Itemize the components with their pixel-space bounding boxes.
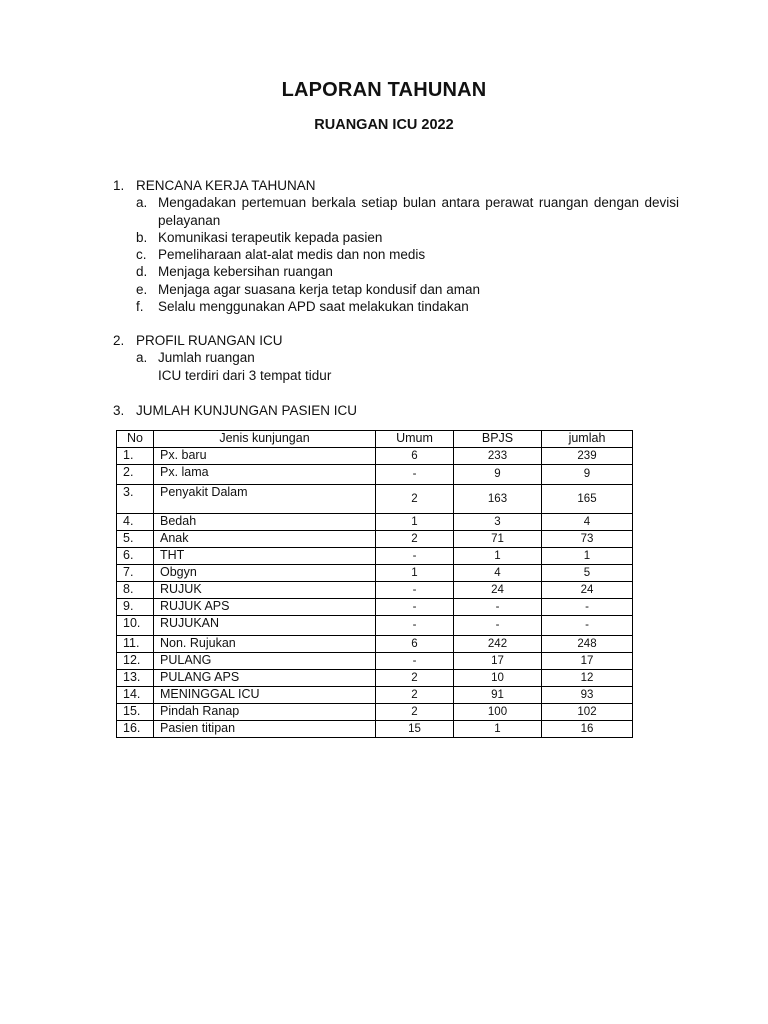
table-row — [117, 653, 633, 670]
table-row — [117, 582, 633, 599]
list-item-detail: ICU terdiri dari 3 tempat tidur — [158, 367, 332, 383]
list-item-letter: f. — [136, 299, 144, 315]
cell-jenis: RUJUKAN — [154, 616, 376, 636]
cell-umum: - — [376, 653, 454, 670]
cell-umum: 2 — [376, 670, 454, 687]
section-title: PROFIL RUANGAN ICU — [136, 333, 283, 348]
cell-umum: - — [376, 599, 454, 616]
table-row — [117, 670, 633, 687]
table-row — [117, 448, 633, 465]
cell-jenis: PULANG APS — [154, 670, 376, 687]
list-item-text: Menjaga kebersihan ruangan — [158, 264, 333, 280]
section-number: 3. — [113, 403, 125, 418]
table-row — [117, 704, 633, 721]
cell-jenis: RUJUK APS — [154, 599, 376, 616]
cell-bpjs: 17 — [454, 653, 542, 670]
table-row — [117, 616, 633, 636]
cell-jumlah: 102 — [542, 704, 633, 721]
cell-jumlah: 93 — [542, 687, 633, 704]
table-row — [117, 599, 633, 616]
cell-bpjs: 100 — [454, 704, 542, 721]
cell-umum: 2 — [376, 687, 454, 704]
cell-bpjs: - — [454, 616, 542, 636]
cell-jumlah: 12 — [542, 670, 633, 687]
list-item-text: Selalu menggunakan APD saat melakukan tindakan — [158, 299, 469, 315]
cell-bpjs: 10 — [454, 670, 542, 687]
cell-umum: 1 — [376, 514, 454, 531]
header-bpjs: BPJS — [454, 431, 542, 448]
table-header-row — [117, 431, 633, 448]
cell-jumlah: 24 — [542, 582, 633, 599]
cell-jumlah: - — [542, 599, 633, 616]
cell-umum: 2 — [376, 531, 454, 548]
cell-bpjs: 4 — [454, 565, 542, 582]
cell-no: 7. — [117, 565, 154, 582]
cell-umum: 6 — [376, 448, 454, 465]
table-row — [117, 548, 633, 565]
table-row — [117, 465, 633, 485]
list-item-letter: d. — [136, 264, 148, 280]
list-item — [113, 263, 679, 280]
cell-jumlah: 1 — [542, 548, 633, 565]
cell-jenis: Non. Rujukan — [154, 636, 376, 653]
cell-bpjs: 9 — [454, 465, 542, 485]
cell-no: 14. — [117, 687, 154, 704]
cell-jumlah: 17 — [542, 653, 633, 670]
section-rencana-kerja — [113, 177, 679, 315]
cell-jenis: Px. lama — [154, 465, 376, 485]
list-item — [113, 281, 679, 298]
section-heading — [113, 332, 679, 349]
cell-no: 6. — [117, 548, 154, 565]
cell-umum: 6 — [376, 636, 454, 653]
cell-bpjs: 91 — [454, 687, 542, 704]
cell-jumlah: 165 — [542, 485, 633, 514]
table-row — [117, 636, 633, 653]
cell-jenis: Pindah Ranap — [154, 704, 376, 721]
list-item-letter: a. — [136, 195, 148, 211]
cell-jenis: MENINGGAL ICU — [154, 687, 376, 704]
visits-table — [116, 430, 633, 738]
cell-no: 2. — [117, 465, 154, 485]
cell-no: 13. — [117, 670, 154, 687]
cell-no: 3. — [117, 485, 154, 514]
cell-no: 9. — [117, 599, 154, 616]
section-title: RENCANA KERJA TAHUNAN — [136, 178, 316, 193]
cell-umum: 2 — [376, 704, 454, 721]
list-item-text: Mengadakan pertemuan berkala setiap bulan antara perawat ruangan dengan devisi pelayanan — [158, 195, 679, 228]
cell-jenis: RUJUK — [154, 582, 376, 599]
cell-bpjs: 71 — [454, 531, 542, 548]
cell-no: 12. — [117, 653, 154, 670]
cell-umum: - — [376, 616, 454, 636]
list-item — [113, 349, 679, 366]
cell-umum: - — [376, 465, 454, 485]
cell-no: 8. — [117, 582, 154, 599]
report-subtitle: RUANGAN ICU 2022 — [314, 117, 454, 133]
cell-jumlah: 4 — [542, 514, 633, 531]
section-number: 1. — [113, 178, 125, 193]
cell-jumlah: - — [542, 616, 633, 636]
list-item-text: Menjaga agar suasana kerja tetap kondusif dan aman — [158, 281, 480, 297]
table-row — [117, 514, 633, 531]
table-row — [117, 565, 633, 582]
cell-bpjs: 1 — [454, 548, 542, 565]
cell-umum: 2 — [376, 485, 454, 514]
cell-jenis: Pasien titipan — [154, 721, 376, 738]
cell-jenis: Obgyn — [154, 565, 376, 582]
cell-jumlah: 73 — [542, 531, 633, 548]
list-item-letter: b. — [136, 229, 148, 245]
cell-bpjs: 242 — [454, 636, 542, 653]
cell-jenis: Px. baru — [154, 448, 376, 465]
cell-bpjs: 233 — [454, 448, 542, 465]
cell-umum: - — [376, 548, 454, 565]
cell-jenis: Penyakit Dalam — [154, 485, 376, 514]
table-row — [117, 687, 633, 704]
cell-jumlah: 16 — [542, 721, 633, 738]
section-profil-ruangan — [113, 332, 679, 384]
table-row — [117, 531, 633, 548]
cell-no: 11. — [117, 636, 154, 653]
cell-jumlah: 9 — [542, 465, 633, 485]
cell-jumlah: 248 — [542, 636, 633, 653]
list-item-text: Jumlah ruangan — [158, 350, 255, 366]
cell-bpjs: 163 — [454, 485, 542, 514]
cell-no: 10. — [117, 616, 154, 636]
cell-bpjs: 3 — [454, 514, 542, 531]
list-item-text: Pemeliharaan alat-alat medis dan non medis — [158, 247, 426, 263]
cell-jenis: Bedah — [154, 514, 376, 531]
list-item-letter: c. — [136, 247, 147, 263]
list-item — [113, 246, 679, 263]
cell-no: 1. — [117, 448, 154, 465]
cell-bpjs: - — [454, 599, 542, 616]
list-item — [113, 229, 679, 246]
list-item-letter: e. — [136, 281, 148, 297]
cell-bpjs: 24 — [454, 582, 542, 599]
cell-bpjs: 1 — [454, 721, 542, 738]
cell-umum: 15 — [376, 721, 454, 738]
cell-no: 15. — [117, 704, 154, 721]
cell-jenis: THT — [154, 548, 376, 565]
section-heading — [113, 177, 679, 194]
section-heading — [113, 402, 679, 419]
cell-jenis: Anak — [154, 531, 376, 548]
cell-jumlah: 5 — [542, 565, 633, 582]
table-row — [117, 721, 633, 738]
header-jenis-kunjungan: Jenis kunjungan — [154, 431, 376, 448]
cell-no: 5. — [117, 531, 154, 548]
header-umum: Umum — [376, 431, 454, 448]
section-title: JUMLAH KUNJUNGAN PASIEN ICU — [136, 403, 358, 418]
section-number: 2. — [113, 333, 125, 348]
list-item-text: Komunikasi terapeutik kepada pasien — [158, 229, 383, 245]
cell-jumlah: 239 — [542, 448, 633, 465]
cell-jenis: PULANG — [154, 653, 376, 670]
cell-umum: - — [376, 582, 454, 599]
section-jumlah-kunjungan — [113, 402, 679, 419]
list-item-letter: a. — [136, 350, 148, 366]
header-jumlah: jumlah — [542, 431, 633, 448]
list-item — [113, 298, 679, 315]
cell-no: 16. — [117, 721, 154, 738]
cell-no: 4. — [117, 514, 154, 531]
cell-umum: 1 — [376, 565, 454, 582]
table-row — [117, 485, 633, 514]
list-item — [113, 194, 679, 229]
header-no: No — [117, 431, 154, 448]
report-title: LAPORAN TAHUNAN — [281, 79, 487, 101]
